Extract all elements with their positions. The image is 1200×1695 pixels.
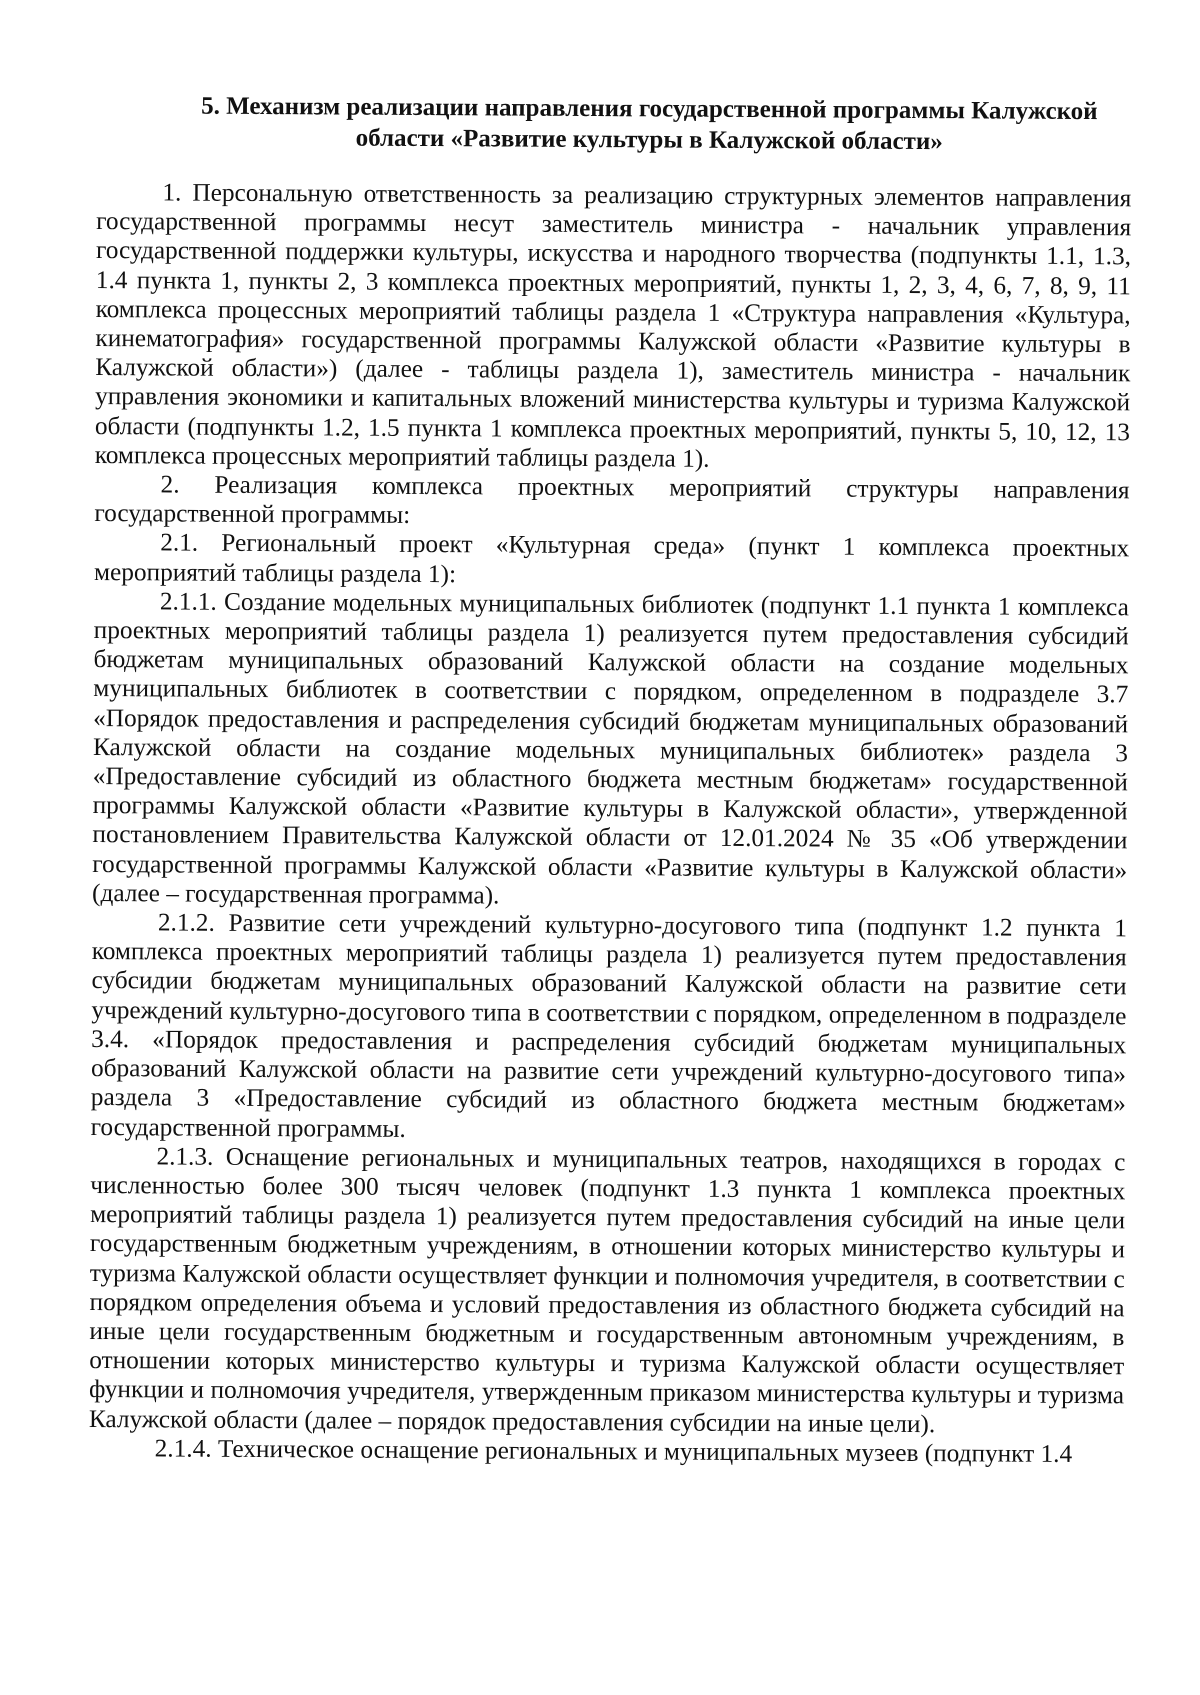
paragraph-2-1: 2.1. Региональный проект «Культурная среда» (пункт 1 комплекса проектных мероприятий таблицы раздела 1):: [93, 528, 1130, 588]
paragraph-2-1-4: 2.1.4. Техническое оснащение региональных и муниципальных музеев (подпункт 1.4: [154, 1434, 1073, 1468]
section-heading: [97, 90, 1132, 158]
document-page: [89, 90, 1132, 1469]
paragraph-2-1-2: 2.1.2. Развитие сети учреждений культурно-досугового типа (подпункт 1.2 пункта 1 комплекса проектных мероприятий таблицы раздела 1) реализуется путем предоставления субсидии бюджетам муниципальных образований Калужской области на развитие сети учреждений культурно-досугового типа в соответствии с порядком, определенном в подразделе 3.4. «Порядок предоставления и распределения субсидий бюджетам муниципальных образований Калужской области на развитие сети учреждений культурно-досугового типа» раздела 3 «Предоставление субсидий из областного бюджета местным бюджетам» государственной программы.: [90, 908, 1127, 1143]
section-heading-line-2: области «Развитие культуры в Калужской области»: [355, 124, 943, 156]
paragraph-2-1-3: 2.1.3. Оснащение региональных и муниципальных театров, находящихся в городах с численностью более 300 тысяч человек (подпункт 1.3 пункта 1 комплекса проектных мероприятий таблицы раздела 1) реализуется путем предоставления субсидий на иные цели государственным бюджетным учреждениям, в отношении которых министерство культуры и туризма Калужской области осуществляет функции и полномочия учредителя, в соответствии с порядком определения объема и условий предоставления из областного бюджета субсидий на иные цели государственным бюджетным и государственным автономным учреждениям, в отношении которых министерство культуры и туризма Калужской области осуществляет функции и полномочия учредителя, утвержденным приказом министерства культуры и туризма Калужской области (далее – порядок предоставления субсидии на иные цели).: [88, 1142, 1126, 1438]
paragraph-1: 1. Персональную ответственность за реализацию структурных элементов направления государственной программы несут заместитель министра - начальник управления государственной поддержки культуры, искусства и народного творчества (подпункты 1.1, 1.3, 1.4 пункта 1, пункты 2, 3 комплекса проектных мероприятий, пункты 1, 2, 3, 4, 6, 7, 8, 9, 11 комплекса процессных мероприятий таблицы раздела 1 «Структура направления «Культура, кинематография» государственной программы Калужской области «Развитие культуры в Калужской области») (далее - таблицы раздела 1), заместитель министра - начальник управления экономики и капитальных вложений министерства культуры и туризма Калужской области (подпункты 1.2, 1.5 пункта 1 комплекса проектных мероприятий, пункты 5, 10, 12, 13 комплекса процессных мероприятий таблицы раздела 1).: [94, 178, 1132, 473]
paragraph-2-1-1: 2.1.1. Создание модельных муниципальных библиотек (подпункт 1.1 пункта 1 комплекса проектных мероприятий таблицы раздела 1) реализуется путем предоставления субсидий бюджетам муниципальных образований Калужской области на создание модельных муниципальных библиотек в соответствии с порядком, определенном в подразделе 3.7 «Порядок предоставления и распределения субсидий бюджетам муниципальных образований Калужской области на создание модельных муниципальных библиотек» раздела 3 «Предоставление субсидий из областного бюджета местным бюджетам» государственной программы Калужской области «Развитие культуры в Калужской области», утвержденной постановлением Правительства Калужской области от 12.01.2024 № 35 «Об утверждении государственной программы Калужской области «Развитие культуры в Калужской области» (далее – государственная программа).: [92, 587, 1129, 910]
section-heading-line-1: 5. Механизм реализации направления государственной программы Калужской: [201, 92, 1098, 126]
paragraph-2: 2. Реализация комплекса проектных мероприятий структуры направления государственной программы:: [94, 470, 1130, 530]
